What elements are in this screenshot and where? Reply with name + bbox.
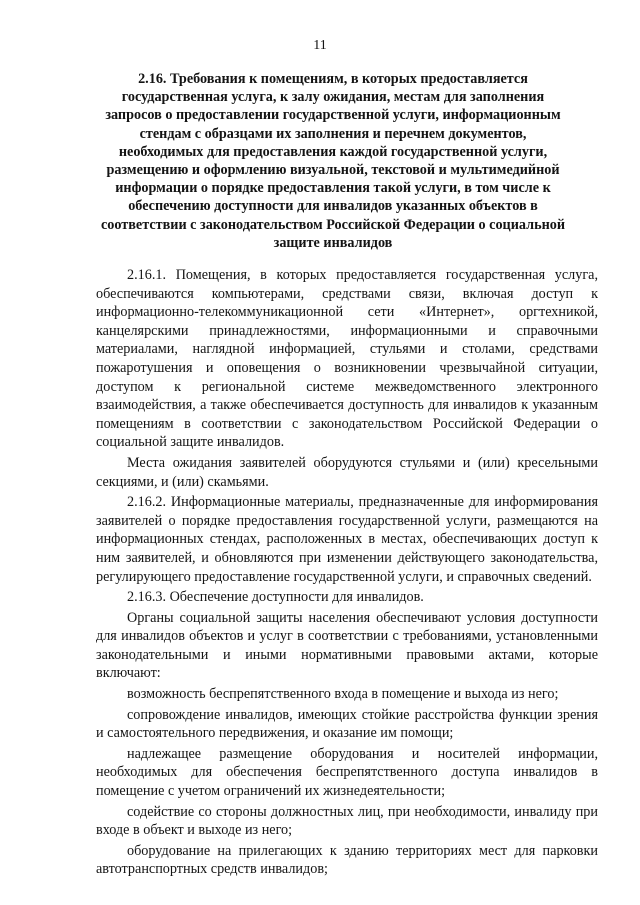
list-item-escort: сопровождение инвалидов, имеющих стойкие расстройства функции зрения и самостоятельного передвижения, и оказание им помощи;	[96, 706, 598, 742]
paragraph-2-16-2: 2.16.2. Информационные материалы, предназначенные для информирования заявителей о порядке предоставления государственной услуги, размещаются на информационных стендах, расположенных в местах, обеспечивающих доступ к ним заявителей, и обновляются при изменении действующего законодательства, регулирующего предоставление государственной услуги, и справочных сведений.	[96, 494, 598, 585]
page-number: 11	[313, 38, 327, 53]
list-item-entry-exit: возможность беспрепятственного входа в помещение и выхода из него;	[127, 686, 559, 703]
paragraph-2-16-1: 2.16.1. Помещения, в которых предоставляется государственная услуга, обеспечиваются компьютерами, средствами связи, включая доступ к информационно-телекоммуникационной сети «Интернет», оргтехникой, канцелярскими принадлежностями, информационными и справочными материалами, наглядной информацией, стульями и столами, средствами пожаротушения и оповещения о возникновении чрезвычайной ситуации, доступом к региональной системе межведомственного электронного взаимодействия, а также обеспечивается доступность для инвалидов к указанным помещениям в соответствии с законодательством Российской Федерации о социальной защите инвалидов.	[96, 267, 598, 451]
paragraph-social-protection: Органы социальной защиты населения обеспечивают условия доступности для инвалидов объектов и услуг в соответствии с требованиями, установленными законодательными и иными нормативными правовыми актами, которые включают:	[96, 609, 598, 682]
document-body	[96, 266, 598, 881]
list-item-parking: оборудование на прилегающих к зданию территориях мест для парковки автотранспортных средств инвалидов;	[96, 842, 598, 878]
paragraph-waiting-places: Места ожидания заявителей оборудуются стульями и (или) кресельными секциями, и (или) скамьями.	[96, 454, 598, 490]
list-item-equipment-placement: надлежащее размещение оборудования и носителей информации, необходимых для обеспечения беспрепятственного доступа инвалидов в помещение с учетом ограничений их жизнедеятельности;	[96, 745, 598, 800]
paragraph-2-16-3: 2.16.3. Обеспечение доступности для инвалидов.	[127, 589, 424, 606]
list-item-official-assistance: содействие со стороны должностных лиц, при необходимости, инвалиду при входе в объект и выходе из него;	[96, 803, 598, 839]
section-heading: 2.16. Требования к помещениям, в которых предоставляется государственная услуга, к залу ожидания, местам для заполнения запросов о предоставлении государственной услуги, информационным стендам с образцами их заполнения и перечнем документов, необходимых для предоставления каждой государственной услуги, размещению и оформлению визуальной, текстовой и мультимедийной информации о порядке предоставления такой услуги, в том числе к обеспечению доступности для инвалидов указанных объектов в соответствии с законодательством Российской Федерации о социальной защите инвалидов	[100, 71, 566, 251]
